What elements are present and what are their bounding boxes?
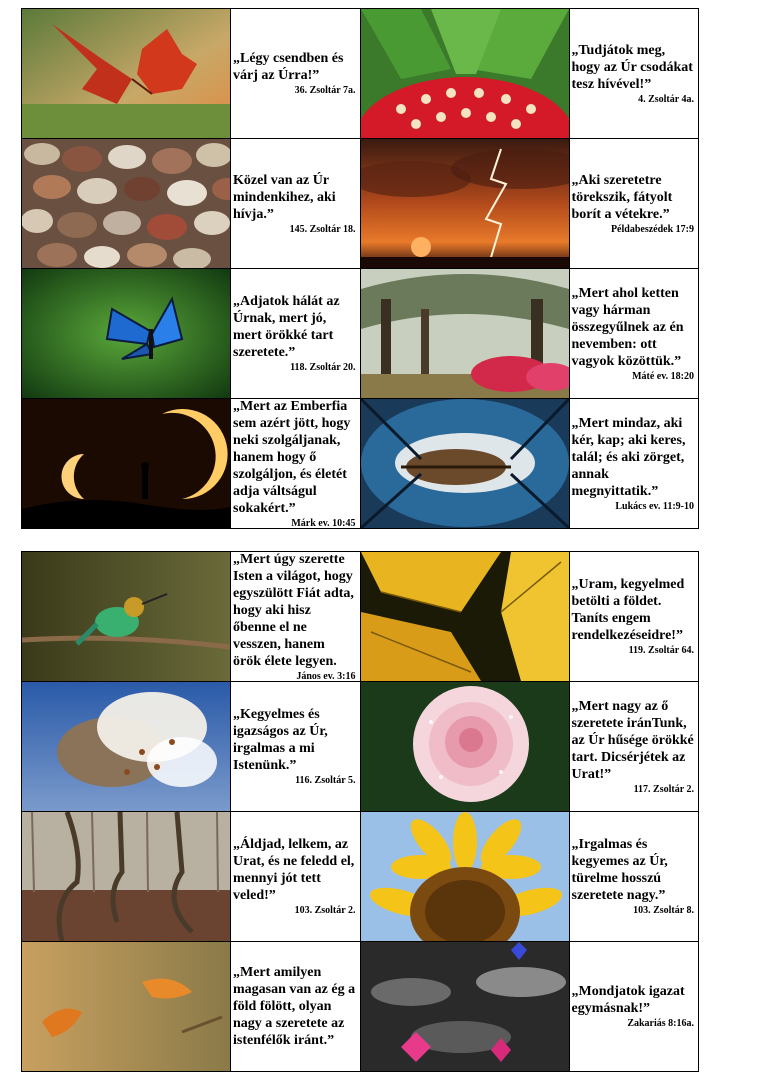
verse-quote: „Mert az Emberfia sem azért jött, hogy neki szolgáljanak, hanem hogy ő szolgáljon, és életét adja váltságul sokakért.” xyxy=(233,398,351,516)
photo-pebbles xyxy=(22,139,231,268)
verse-text-box xyxy=(570,9,699,138)
card-row xyxy=(22,812,699,942)
verse-quote: „Adjatok hálát az Úrnak, mert jó, mert örökké tart szeretete.” xyxy=(233,294,340,360)
verse-reference: 118. Zsoltár 20. xyxy=(290,362,356,373)
verse-reference: Lukács ev. 11:9-10 xyxy=(615,500,694,512)
verse-reference: Márk ev. 10:45 xyxy=(291,517,356,529)
verse-reference: 119. Zsoltár 64. xyxy=(628,645,694,656)
verse-card xyxy=(361,942,700,1071)
verse-quote: „Légy csendben és várj az Úrra!” xyxy=(233,51,344,83)
photo-yellow-leaves xyxy=(361,552,570,681)
verse-card xyxy=(22,9,361,138)
card-row xyxy=(22,552,699,682)
verse-reference: 103. Zsoltár 2. xyxy=(294,905,356,916)
card-row xyxy=(22,9,699,139)
photo-lotus-flowers xyxy=(361,942,570,1071)
verse-quote: „Mondjatok igazat egymásnak!” xyxy=(571,984,685,1016)
verse-quote: „Irgalmas és kegyemes az Úr, türelme hosszú szeretete nagy.” xyxy=(571,837,668,903)
card-row xyxy=(22,942,699,1072)
verse-card xyxy=(22,269,361,398)
verse-quote: „Uram, kegyelmed betölti a földet. Taníts engem rendelkezéseidre!” xyxy=(571,577,685,643)
card-sheet-1 xyxy=(21,8,699,529)
verse-text-box xyxy=(231,942,360,1071)
card-row xyxy=(22,399,699,529)
verse-card xyxy=(22,942,361,1071)
photo-blue-butterfly xyxy=(22,269,231,398)
verse-text-box xyxy=(231,552,360,681)
verse-reference: János ev. 3:16 xyxy=(296,670,356,682)
verse-quote: „Mert amilyen magasan van az ég a föld fölött, olyan nagy a szeretete az istenfélők iránt.” xyxy=(233,964,356,1048)
verse-text-box xyxy=(231,139,360,268)
photo-pink-rose xyxy=(361,682,570,811)
verse-card xyxy=(361,139,700,268)
verse-card xyxy=(361,269,700,398)
verse-reference: Zakariás 8:16a. xyxy=(627,1018,694,1029)
verse-card xyxy=(22,682,361,811)
verse-card xyxy=(361,399,700,528)
photo-milkweed-seeds xyxy=(22,682,231,811)
verse-quote: „Mert mindaz, aki kér, kap; aki keres, talál; és aki zörget, annak megnyittatik.” xyxy=(571,415,686,499)
verse-text-box xyxy=(231,9,360,138)
verse-reference: Máté ev. 18:20 xyxy=(632,370,694,382)
verse-text-box xyxy=(570,399,699,528)
card-row xyxy=(22,269,699,399)
verse-reference: Példabeszédek 17:9 xyxy=(610,223,694,235)
verse-card xyxy=(361,812,700,941)
verse-quote: „Kegyelmes és igazságos az Úr, irgalmas a mi Istenünk.” xyxy=(233,707,328,773)
photo-eclipse-silhouette xyxy=(22,399,231,528)
photo-ship-ocean-sky xyxy=(361,399,570,528)
verse-text-box xyxy=(570,942,699,1071)
photo-crooked-forest xyxy=(22,812,231,941)
verse-card xyxy=(361,682,700,811)
card-sheet-2 xyxy=(21,551,699,1072)
photo-lightning-sunset xyxy=(361,139,570,268)
verse-card xyxy=(22,399,361,528)
verse-reference: 145. Zsoltár 18. xyxy=(289,223,356,235)
card-row xyxy=(22,682,699,812)
verse-text-box xyxy=(570,552,699,681)
verse-reference: 36. Zsoltár 7a. xyxy=(294,85,356,96)
verse-quote: „Áldjad, lelkem, az Urat, és ne feledd el, mennyi jót tett veled!” xyxy=(233,837,355,903)
photo-strawberry-closeup xyxy=(361,9,570,138)
verse-quote: „Mert ahol ketten vagy hárman összegyűlnek az én nevemben: ott vagyok közöttük.” xyxy=(571,285,684,369)
photo-sunflower xyxy=(361,812,570,941)
verse-reference: 4. Zsoltár 4a. xyxy=(638,93,694,105)
verse-text-box xyxy=(570,269,699,398)
verse-card xyxy=(22,139,361,268)
verse-card xyxy=(22,812,361,941)
card-row xyxy=(22,139,699,269)
verse-text-box xyxy=(231,812,360,941)
verse-quote: Közel van az Úr mindenkihez, aki hívja.” xyxy=(233,172,336,222)
photo-oak-alley xyxy=(361,269,570,398)
verse-reference: 103. Zsoltár 8. xyxy=(633,905,694,916)
verse-reference: 117. Zsoltár 2. xyxy=(633,783,694,795)
verse-quote: „Tudjátok meg, hogy az Úr csodákat tesz hívével!” xyxy=(571,42,693,92)
verse-quote: „Mert úgy szerette Isten a világot, hogy egyszülött Fiát adta, hogy aki hisz őbenne el ne vesszen, hanem örök élete legyen. xyxy=(233,551,354,669)
verse-text-box xyxy=(231,399,360,528)
verse-reference: 116. Zsoltár 5. xyxy=(295,775,356,786)
verse-text-box xyxy=(231,269,360,398)
verse-card xyxy=(361,552,700,681)
verse-quote: „Mert nagy az ő szeretete iránTunk, az Úr hűsége örökké tart. Dicsérjétek az Urat!” xyxy=(571,698,694,782)
verse-card xyxy=(22,552,361,681)
verse-text-box xyxy=(570,139,699,268)
photo-red-autumn-leaf xyxy=(22,9,231,138)
photo-orange-flowers xyxy=(22,942,231,1071)
verse-text-box xyxy=(570,682,699,811)
verse-card xyxy=(361,9,700,138)
verse-text-box xyxy=(570,812,699,941)
verse-text-box xyxy=(231,682,360,811)
photo-bee-eater-bird xyxy=(22,552,231,681)
verse-quote: „Aki szeretetre törekszik, fátyolt borít a vétekre.” xyxy=(571,172,673,222)
